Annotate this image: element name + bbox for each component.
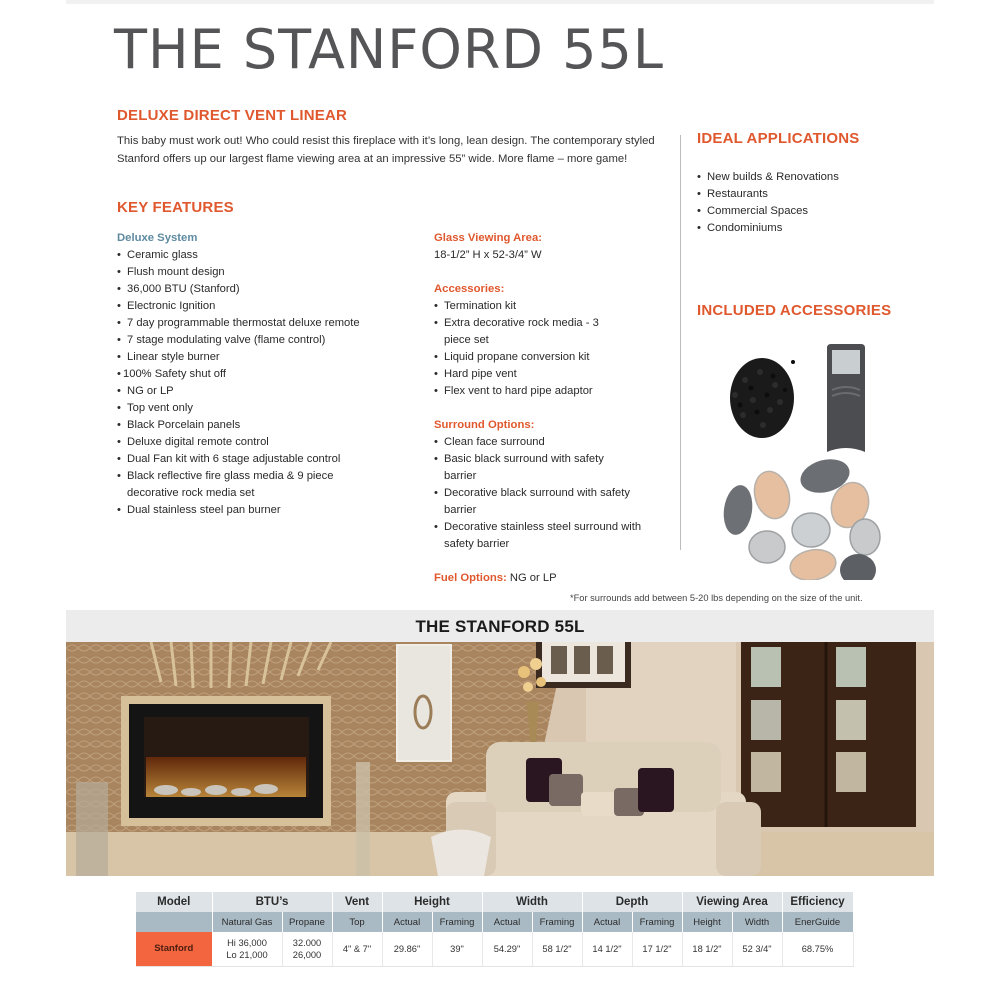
list-item: • Electronic Ignition	[117, 298, 417, 315]
glass-viewing-area-value: 18-1/2” H x 52-3/4” W	[434, 249, 542, 261]
fuel-options-value: NG or LP	[509, 572, 557, 584]
subheader-energuide: EnerGuide	[782, 912, 853, 932]
header-height: Height	[382, 892, 482, 912]
table-group-header-row	[136, 892, 853, 912]
header-viewing-area: Viewing Area	[682, 892, 782, 912]
accessories-list	[434, 298, 624, 400]
natural-gas-hi: Hi 36,000	[227, 937, 267, 948]
page-title: THE STANFORD 55L	[114, 18, 664, 81]
specs-column	[434, 230, 674, 587]
subheader-depth-actual: Actual	[582, 912, 632, 932]
list-item: • Ceramic glass	[117, 247, 417, 264]
included-accessories-heading: INCLUDED ACCESSORIES	[697, 302, 892, 319]
header-btus: BTU’s	[212, 892, 332, 912]
subheader-propane: Propane	[282, 912, 332, 932]
subtitle: DELUXE DIRECT VENT LINEAR	[117, 107, 348, 124]
top-rule	[66, 0, 934, 4]
list-item: • 7 stage modulating valve (flame control)	[117, 332, 417, 349]
column-divider	[680, 135, 681, 550]
table-row	[136, 932, 853, 966]
key-features-heading: KEY FEATURES	[117, 199, 234, 216]
spec-table	[136, 892, 854, 967]
cell-vent-top: 4" & 7"	[332, 932, 382, 966]
table-sub-header-row	[136, 912, 853, 932]
subheader-height-actual: Actual	[382, 912, 432, 932]
intro-paragraph: This baby must work out! Who could resist this fireplace with it’s long, lean design. The contemporary styled Stanford offers up our largest flame viewing area at an impressive 55” wide. More flame – more game!	[117, 135, 655, 165]
header-vent: Vent	[332, 892, 382, 912]
subheader-top: Top	[332, 912, 382, 932]
subheader-viewing-width: Width	[732, 912, 782, 932]
list-item: • Black Porcelain panels	[117, 417, 417, 434]
subheader-width-actual: Actual	[482, 912, 532, 932]
ideal-applications-list	[697, 169, 839, 237]
cell-depth-framing: 17 1/2"	[632, 932, 682, 966]
digital-remote-image	[827, 344, 865, 452]
list-item: • Clean face surround	[434, 434, 652, 451]
cell-width-framing: 58 1/2"	[532, 932, 582, 966]
subheader-blank	[136, 912, 212, 932]
cell-efficiency: 68.75%	[782, 932, 853, 966]
surround-options-list	[434, 434, 652, 553]
cell-viewing-width: 52 3/4"	[732, 932, 782, 966]
cell-natural-gas	[212, 932, 282, 966]
list-item: • Termination kit	[434, 298, 624, 315]
photo-band-title: THE STANFORD 55L	[66, 610, 934, 642]
cell-depth-actual: 14 1/2"	[582, 932, 632, 966]
cell-width-actual: 54.29"	[482, 932, 532, 966]
list-item: • Extra decorative rock media - 3 piece set	[434, 315, 624, 349]
cell-height-actual: 29.86"	[382, 932, 432, 966]
list-item: • 100% Safety shut off	[117, 366, 417, 383]
list-item: • Liquid propane conversion kit	[434, 349, 624, 366]
list-item: • Decorative stainless steel surround with safety barrier	[434, 519, 652, 553]
ideal-applications-heading: IDEAL APPLICATIONS	[697, 130, 860, 147]
header-depth: Depth	[582, 892, 682, 912]
list-item: • Deluxe digital remote control	[117, 434, 417, 451]
list-item: • Black reflective fire glass media & 9 piece decorative rock media set	[117, 468, 342, 502]
black-glass-media-image	[730, 358, 795, 438]
propane-lo: 26,000	[292, 949, 322, 960]
subheader-natural-gas: Natural Gas	[212, 912, 282, 932]
list-item: • Dual Fan kit with 6 stage adjustable control	[117, 451, 417, 468]
cell-propane	[282, 932, 332, 966]
header-width: Width	[482, 892, 582, 912]
deluxe-system-heading: Deluxe System	[117, 232, 198, 244]
subheader-height-framing: Framing	[432, 912, 482, 932]
fuel-options-heading: Fuel Options:	[434, 572, 507, 584]
subheader-depth-framing: Framing	[632, 912, 682, 932]
list-item: • Commercial Spaces	[697, 203, 839, 220]
deluxe-system-list	[117, 247, 417, 519]
list-item: • Flex vent to hard pipe adaptor	[434, 383, 624, 400]
cell-height-framing: 39"	[432, 932, 482, 966]
list-item: • 36,000 BTU (Stanford)	[117, 281, 417, 298]
list-item: • Restaurants	[697, 186, 839, 203]
list-item: • Decorative black surround with safety barrier	[434, 485, 639, 519]
natural-gas-lo: Lo 21,000	[226, 949, 268, 960]
surround-options-heading: Surround Options:	[434, 419, 535, 431]
header-efficiency: Efficiency	[782, 892, 853, 912]
list-item: • NG or LP	[117, 383, 417, 400]
propane-hi: 32.000	[292, 937, 322, 948]
included-accessories-image	[715, 340, 885, 580]
cell-viewing-height: 18 1/2"	[682, 932, 732, 966]
footnote: *For surrounds add between 5-20 lbs depending on the size of the unit.	[570, 593, 863, 603]
deluxe-system-column	[117, 230, 417, 519]
subheader-width-framing: Framing	[532, 912, 582, 932]
list-item: • Condominiums	[697, 220, 839, 237]
rock-media-set-image	[721, 454, 880, 580]
cell-model: Stanford	[136, 932, 212, 966]
list-item: • Flush mount design	[117, 264, 417, 281]
list-item: • Linear style burner	[117, 349, 417, 366]
header-model: Model	[136, 892, 212, 912]
list-item: • Top vent only	[117, 400, 417, 417]
accessories-heading: Accessories:	[434, 283, 505, 295]
list-item: • New builds & Renovations	[697, 169, 839, 186]
subheader-viewing-height: Height	[682, 912, 732, 932]
glass-viewing-area-heading: Glass Viewing Area:	[434, 232, 542, 244]
list-item: • Basic black surround with safety barrier	[434, 451, 614, 485]
list-item: • 7 day programmable thermostat deluxe remote	[117, 315, 417, 332]
list-item: • Hard pipe vent	[434, 366, 624, 383]
living-room-photo	[66, 642, 934, 876]
fuel-options	[434, 570, 674, 587]
list-item: • Dual stainless steel pan burner	[117, 502, 417, 519]
